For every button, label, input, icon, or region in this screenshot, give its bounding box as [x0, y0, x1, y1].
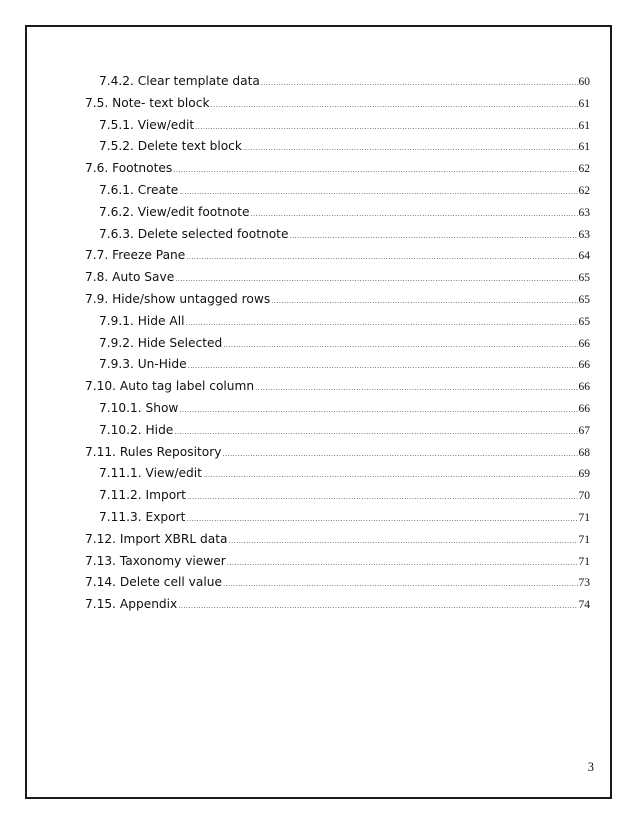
toc-entry-page-number: 71	[578, 533, 590, 546]
toc-dot-leader	[227, 553, 578, 575]
toc-entry-page-number: 61	[578, 141, 590, 154]
toc-entry-page-number: 69	[578, 468, 590, 481]
toc-entry[interactable]	[85, 136, 590, 158]
toc-entry-page-number: 66	[578, 359, 590, 372]
toc-entry-page-number: 68	[578, 446, 590, 459]
toc-dot-leader	[211, 95, 578, 117]
toc-entry-page-number: 65	[578, 315, 590, 328]
toc-entry[interactable]	[85, 180, 590, 202]
toc-entry-page-number: 65	[578, 272, 590, 285]
toc-entry-title: 7.6.3. Delete selected footnote	[99, 226, 289, 241]
toc-entry[interactable]	[85, 376, 590, 398]
toc-dot-leader	[179, 400, 577, 422]
toc-dot-leader	[188, 356, 578, 378]
toc-dot-leader	[251, 204, 578, 226]
toc-entry[interactable]	[85, 551, 590, 573]
toc-entry-title: 7.12. Import XBRL data	[85, 531, 228, 546]
toc-entry-title: 7.10.1. Show	[99, 400, 179, 415]
toc-entry-page-number: 65	[578, 293, 590, 306]
toc-dot-leader	[223, 335, 577, 357]
toc-entry-page-number: 70	[578, 490, 590, 503]
toc-entry[interactable]	[85, 485, 590, 507]
toc-entry[interactable]	[85, 289, 590, 311]
toc-entry[interactable]	[85, 202, 590, 224]
toc-entry-title: 7.9.2. Hide Selected	[99, 335, 223, 350]
toc-entry-title: 7.10.2. Hide	[99, 422, 174, 437]
toc-entry[interactable]	[85, 93, 590, 115]
toc-entry-page-number: 71	[578, 511, 590, 524]
toc-dot-leader	[173, 160, 577, 182]
toc-entry-title: 7.11.1. View/edit	[99, 466, 202, 481]
toc-entry-page-number: 60	[578, 76, 590, 88]
toc-entry[interactable]	[85, 594, 590, 616]
toc-entry-page-number: 71	[578, 555, 590, 568]
toc-entry-title: 7.15. Appendix	[85, 597, 178, 612]
toc-entry[interactable]	[85, 529, 590, 551]
toc-entry-page-number: 67	[578, 424, 590, 437]
toc-entry-title: 7.5.1. View/edit	[99, 117, 195, 132]
toc-entry-page-number: 66	[578, 337, 590, 350]
toc-entry-page-number: 62	[578, 184, 590, 197]
toc-entry-title: 7.5. Note- text block	[85, 95, 210, 110]
toc-entry-title: 7.4.2. Clear template data	[99, 74, 260, 88]
toc-entry-title: 7.13. Taxonomy viewer	[85, 553, 226, 568]
toc-entry-title: 7.6.1. Create	[99, 182, 179, 197]
toc-entry[interactable]	[85, 267, 590, 289]
toc-entry[interactable]	[85, 158, 590, 180]
toc-entry[interactable]	[85, 507, 590, 529]
toc-dot-leader	[187, 487, 578, 509]
toc-dot-leader	[223, 574, 578, 596]
toc-entry-title: 7.14. Delete cell value	[85, 575, 222, 590]
toc-entry-title: 7.11.3. Export	[99, 509, 186, 524]
toc-entry-title: 7.10. Auto tag label column	[85, 379, 255, 394]
toc-entry-title: 7.9.1. Hide All	[99, 313, 185, 328]
toc-entry-title: 7.11.2. Import	[99, 488, 186, 503]
toc-entry[interactable]	[85, 245, 590, 267]
toc-dot-leader	[178, 596, 577, 618]
toc-entry-title: 7.7. Freeze Pane	[85, 248, 186, 263]
toc-dot-leader	[203, 465, 578, 487]
toc-dot-leader	[243, 138, 578, 160]
toc-dot-leader	[179, 182, 577, 204]
toc-entry-page-number: 63	[578, 228, 590, 241]
toc-dot-leader	[229, 531, 578, 553]
toc-entry[interactable]	[85, 420, 590, 442]
toc-entry[interactable]	[85, 442, 590, 464]
toc-entry[interactable]	[85, 333, 590, 355]
toc-entry-title: 7.11. Rules Repository	[85, 444, 222, 459]
table-of-contents	[85, 71, 590, 616]
toc-entry-title: 7.6.2. View/edit footnote	[99, 204, 250, 219]
toc-dot-leader	[289, 226, 577, 248]
toc-entry[interactable]	[85, 572, 590, 594]
toc-entry-page-number: 73	[578, 577, 590, 590]
toc-dot-leader	[222, 444, 577, 466]
toc-entry-page-number: 61	[578, 119, 590, 132]
toc-dot-leader	[271, 291, 577, 313]
toc-entry[interactable]	[85, 115, 590, 137]
toc-entry-page-number: 63	[578, 206, 590, 219]
toc-entry-title: 7.9.3. Un-Hide	[99, 357, 187, 372]
toc-entry-page-number: 74	[578, 599, 590, 612]
toc-dot-leader	[186, 247, 577, 269]
toc-entry-title: 7.9. Hide/show untagged rows	[85, 291, 271, 306]
toc-entry[interactable]	[85, 398, 590, 420]
toc-entry[interactable]	[85, 311, 590, 333]
toc-dot-leader	[175, 269, 577, 291]
toc-entry-page-number: 61	[578, 97, 590, 110]
toc-entry-title: 7.8. Auto Save	[85, 270, 175, 285]
toc-entry-page-number: 62	[578, 163, 590, 176]
toc-entry-page-number: 64	[578, 250, 590, 263]
toc-entry-page-number: 66	[578, 381, 590, 394]
toc-dot-leader	[186, 509, 577, 531]
toc-entry[interactable]	[85, 224, 590, 246]
page-number: 3	[587, 760, 594, 774]
toc-entry[interactable]	[85, 354, 590, 376]
toc-entry[interactable]	[85, 463, 590, 485]
toc-dot-leader	[261, 73, 578, 95]
toc-dot-leader	[255, 378, 577, 400]
toc-dot-leader	[174, 422, 577, 444]
toc-entry-title: 7.5.2. Delete text block	[99, 139, 242, 154]
toc-dot-leader	[186, 313, 578, 335]
toc-entry[interactable]	[85, 71, 590, 93]
toc-dot-leader	[195, 117, 577, 139]
toc-entry-page-number: 66	[578, 402, 590, 415]
toc-entry-title: 7.6. Footnotes	[85, 161, 173, 176]
